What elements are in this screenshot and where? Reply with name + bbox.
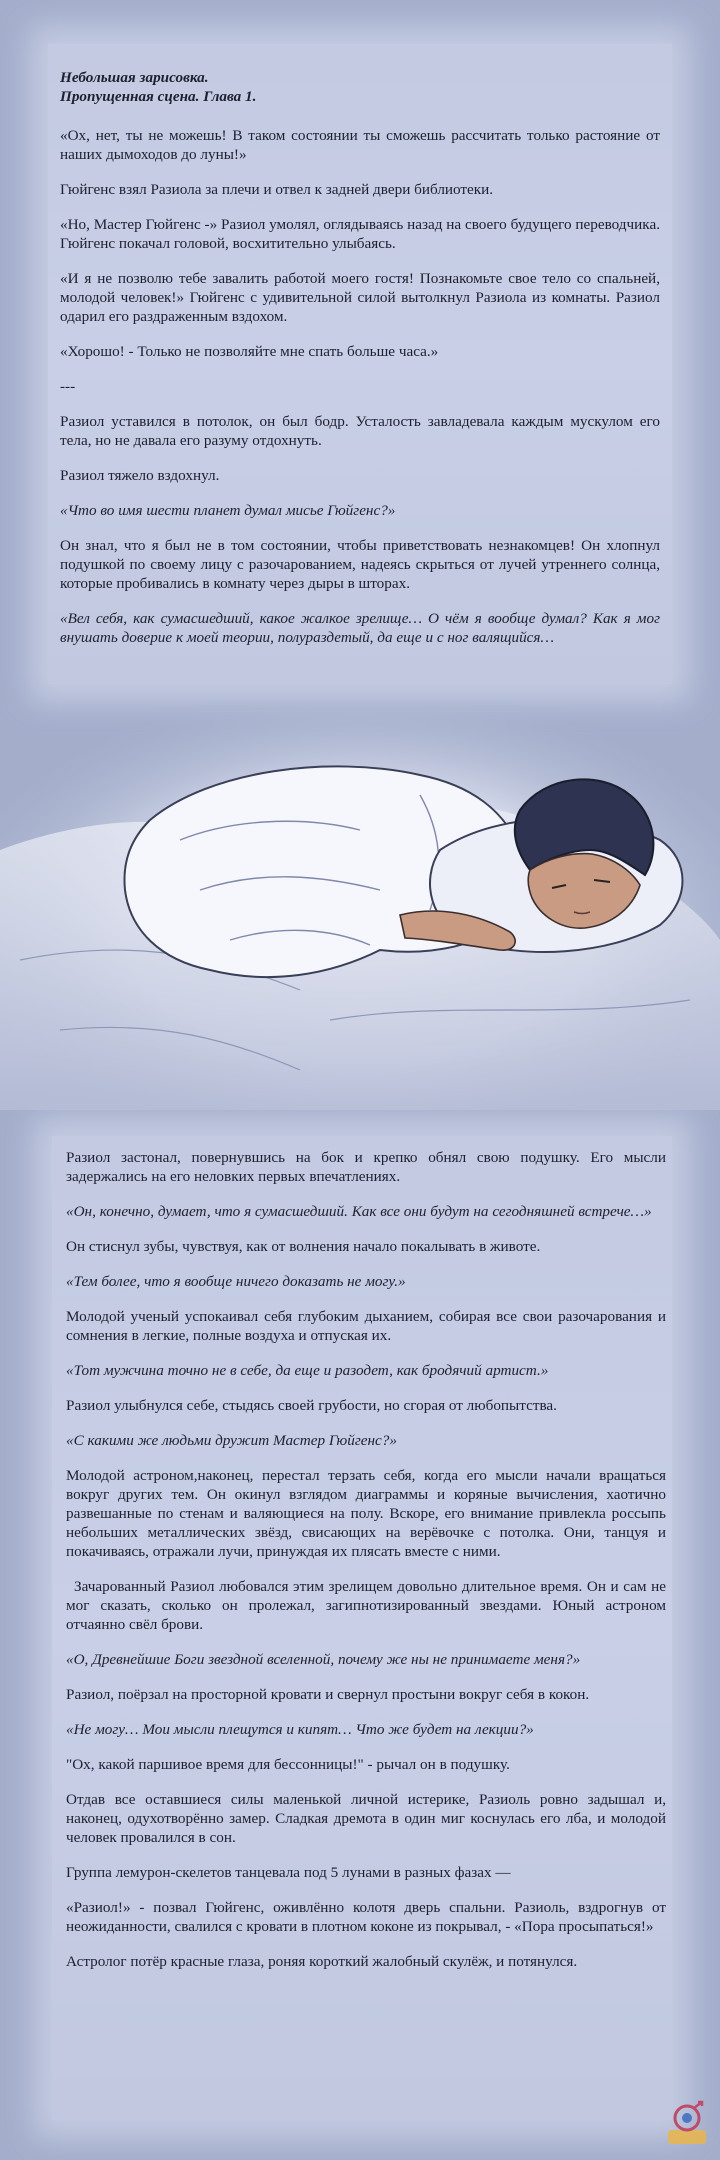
story-part-two [66,1148,666,1987]
paragraph: «Разиол!» - позвал Гюйгенс, оживлённо колотя дверь спальни. Разиоль, вздрогнув от неожиданности, свалился с кровати в плотном коконе из покрывал, - «Пора просыпаться!» [66,1899,666,1935]
heading-line-1: Небольшая зарисовка. [60,69,209,86]
thought-paragraph: «Он, конечно, думает, что я сумасшедший. Как все они будут на сегодняшней встрече…» [66,1203,652,1220]
story-part-one [60,68,660,663]
paragraph: Отдав все оставшиеся силы маленькой личной истерике, Разиоль ровно задышал и, наконец, одухотворённо замер. Сладкая дремота в один миг коснулась его лба, и молодой человек провалился в сон. [66,1791,666,1846]
paragraph: «Но, Мастер Гюйгенс -» Разиол умолял, оглядываясь назад на своего будущего переводчика. Гюйгенс покачал головой, восхитительно улыбаясь. [60,216,660,252]
heading-line-2: Пропущенная сцена. Глава 1. [60,88,257,105]
paragraph: Группа лемурон-скелетов танцевала под 5 лунами в разных фазах — [66,1864,511,1881]
thought-paragraph: «Тот мужчина точно не в себе, да еще и разодет, как бродячий артист.» [66,1362,549,1379]
paragraph: Молодой ученый успокаивал себя глубоким дыханием, собирая все свои разочарования и сомнения в легкие, полные воздуха и отпуская их. [66,1308,666,1344]
story-heading [60,68,660,106]
paragraph: «И я не позволю тебе завалить работой моего гостя! Познакомьте свое тело со спальней, молодой человек!» Гюйгенс с удивительной силой вытолкнул Разиола из комнаты. Разиол одарил его раздраженным вздохом. [60,270,660,325]
paragraph: Он знал, что я был не в том состоянии, чтобы приветствовать незнакомцев! Он хлопнул подушкой по своему лицу с разочарованием, надеясь скрыться от лучей утреннего солнца, которые пробивались в комнату через дыры в шторах. [60,537,660,592]
paragraph: "Ох, какой паршивое время для бессонницы!" - рычал он в подушку. [66,1756,510,1773]
site-logo-icon [664,2100,710,2150]
paragraph: Разиол застонал, повернувшись на бок и крепко обнял свою подушку. Его мысли задержались на его неловких первых впечатлениях. [66,1149,666,1185]
paragraph: Астролог потёр красные глаза, роняя короткий жалобный скулёж, и потянулся. [66,1953,578,1970]
thought-paragraph: «Тем более, что я вообще ничего доказать не могу.» [66,1273,406,1290]
paragraph: Разиол, поёрзал на просторной кровати и свернул простыни вокруг себя в кокон. [66,1686,590,1703]
paragraph: Молодой астроном,наконец, перестал терзать себя, когда его мысли начали вращаться вокруг других тем. Он окинул взглядом диаграммы и коряные вычисления, хаотично развешанные по стенам и валяющиеся на полу. Вскоре, его внимание привлекла россыпь небольших металлических звёзд, свисающих на верёвочке с потолка. Они, танцуя и покачиваясь, отражали лучи, принуждая их плясать вместе с ними. [66,1467,666,1560]
paragraph: Разиол уставился в потолок, он был бодр. Усталость завладевала каждым мускулом его тела, но не давала его разуму отдохнуть. [60,413,660,449]
thought-paragraph: «С какими же людьми дружит Мастер Гюйгенс?» [66,1432,397,1449]
thought-paragraph: «О, Древнейшие Боги звездной вселенной, почему же ны не принимаете меня?» [66,1651,581,1668]
paragraph: «Хорошо! - Только не позволяйте мне спать больше часа.» [60,343,439,360]
paragraph: Разиол улыбнулся себе, стыдясь своей грубости, но сгорая от любопытства. [66,1397,557,1414]
sleeping-man-illustration [0,700,720,1110]
paragraph: Зачарованный Разиол любовался этим зрелищем довольно длительное время. Он и сам не мог сказать, сколько он пролежал, загипнотизированный звездами. Юный астроном отчаянно свёл брови. [66,1578,666,1633]
paragraph: «Ох, нет, ты не можешь! В таком состоянии ты сможешь рассчитать только растояние от наших дымоходов до луны!» [60,127,660,163]
paragraph: Гюйгенс взял Разиола за плечи и отвел к задней двери библиотеки. [60,181,494,198]
thought-paragraph: «Вел себя, как сумасшедший, какое жалкое зрелище… О чём я вообще думал? Как я мог внушать доверие к моей теории, полураздетый, да еще и с ног валящийся… [60,610,660,646]
thought-paragraph: «Не могу… Мои мысли плещутся и кипят… Что же будет на лекции?» [66,1721,534,1738]
paragraph: Он стиснул зубы, чувствуя, как от волнения начало покалывать в животе. [66,1238,541,1255]
scene-divider: --- [60,378,76,395]
paragraph: Разиол тяжело вздохнул. [60,467,220,484]
thought-paragraph: «Что во имя шести планет думал мисье Гюйгенс?» [60,502,396,519]
